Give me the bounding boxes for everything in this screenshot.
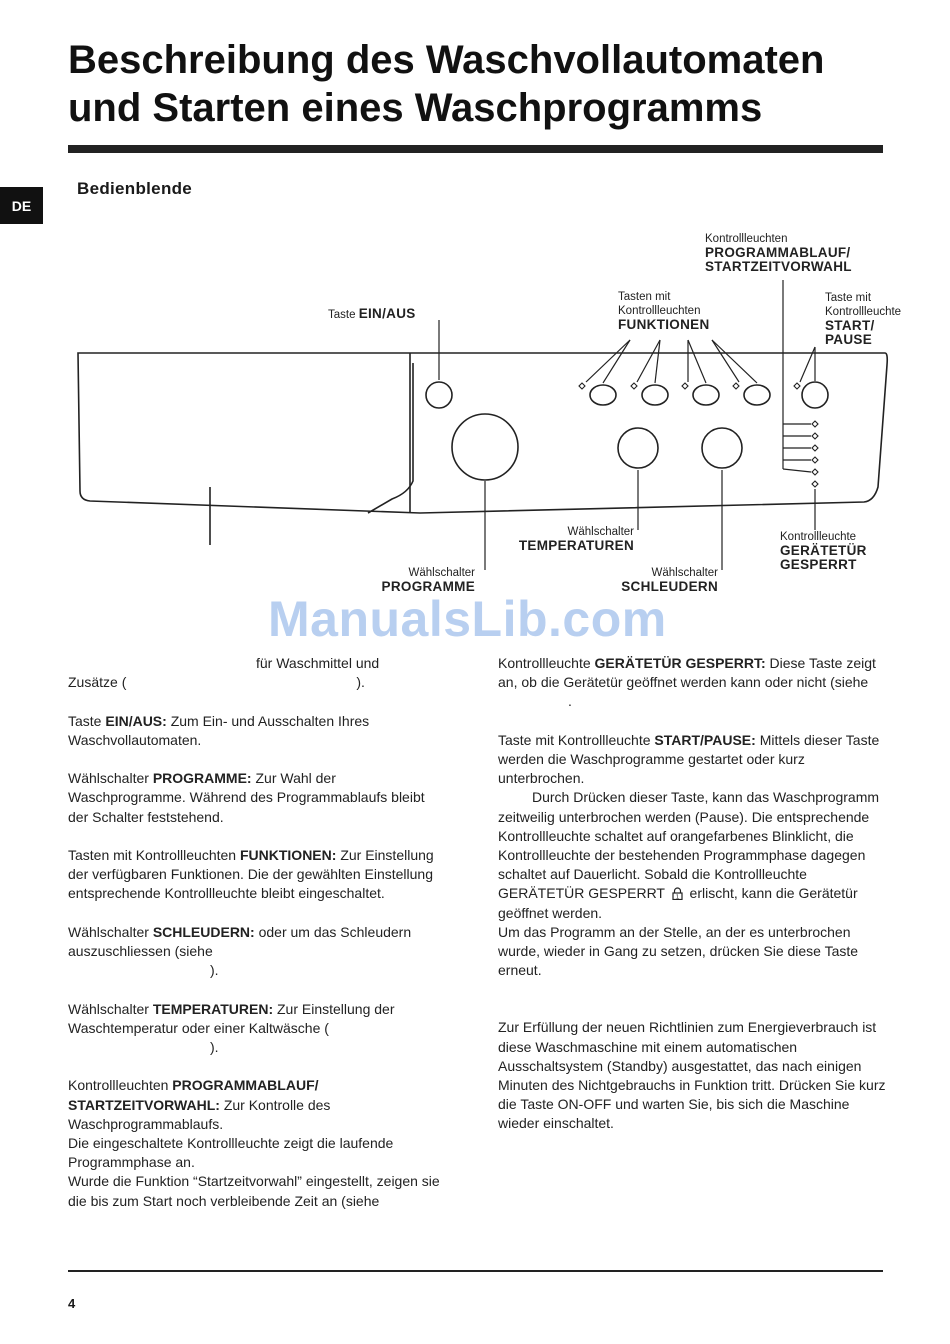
- label-programmablauf-line1: Kontrollleuchten: [705, 233, 788, 245]
- page-title-line2: und Starten eines Waschprogramms: [68, 86, 763, 130]
- right-column: [498, 654, 886, 1153]
- label-programmablauf: [705, 232, 852, 274]
- panel-outline: [78, 353, 887, 513]
- paragraph-funktionen: Tasten mit Kontrollleuchten FUNKTIONEN: Zur Einstellung der verfügbaren Funktionen. Die der gewählten Einstellung entsprechende Kontrollleuchte bleibt eingeschaltet.: [68, 846, 434, 902]
- label-temperaturen-name: TEMPERATUREN: [518, 538, 634, 553]
- funktion-button-1-shape: [590, 385, 616, 405]
- ein-aus-button-shape: [426, 382, 452, 408]
- programmablauf-bracket: [783, 280, 811, 472]
- programme-dial-shape: [452, 414, 518, 480]
- label-programme-line1: Wählschalter: [408, 567, 475, 579]
- page-number: 4: [68, 1296, 76, 1311]
- funktion-led-4: [733, 383, 739, 389]
- label-ein-aus-prefix: Taste: [328, 309, 356, 321]
- page-title: [68, 36, 888, 132]
- label-start-pause-name1: START/: [825, 318, 875, 333]
- start-pause-button-shape: [802, 382, 828, 408]
- programmablauf-leds: [812, 421, 818, 487]
- label-temperaturen: [498, 525, 634, 553]
- label-start-pause: [825, 291, 901, 347]
- label-funktionen-name: FUNKTIONEN: [618, 317, 710, 332]
- paragraph-programmablauf: Kontrollleuchten PROGRAMMABLAUF/ STARTZEITVORWAHL: Zur Kontrolle des Waschprogrammablaufs. Die eingeschaltete Kontrollleuchte zeigt die laufende Programmphase an. Wurde die Funktion “Startzeitvorwahl” eingestellt, zeigen sie die bis zum Start noch verbleibende Zeit an (siehe: [68, 1077, 440, 1209]
- section-heading: Bedienblende: [77, 179, 193, 198]
- label-geraetetuer-name1: GERÄTETÜR: [780, 543, 867, 558]
- paragraph-schleudern: Wählschalter SCHLEUDERN: oder um das Schleudern auszuschliessen (siehe ).: [68, 923, 412, 979]
- label-funktionen: [618, 290, 710, 332]
- label-start-pause-name2: PAUSE: [825, 332, 873, 347]
- paragraph-ein-aus: Taste EIN/AUS: Zum Ein- und Ausschalten Ihres Waschvollautomaten.: [68, 712, 370, 748]
- title-rule: [68, 145, 883, 153]
- label-schleudern-name: SCHLEUDERN: [621, 579, 718, 594]
- footer-rule: [68, 1270, 883, 1272]
- lock-icon: [672, 887, 683, 900]
- paragraph-geraetetuer: Kontrollleuchte GERÄTETÜR GESPERRT: Diese Taste zeigt an, ob die Gerätetür geöffnet werden kann oder nicht (siehe.: [498, 655, 876, 710]
- label-schleudern-line1: Wählschalter: [651, 567, 718, 579]
- label-geraetetuer: [780, 530, 867, 572]
- label-geraetetuer-name2: GESPERRT: [780, 557, 857, 572]
- page-title-line1: Beschreibung des Waschvollautomaten: [68, 38, 825, 82]
- label-programmablauf-name2: STARTZEITVORWAHL: [705, 259, 852, 274]
- funktion-button-4-shape: [744, 385, 770, 405]
- funktion-button-3-shape: [693, 385, 719, 405]
- funktionen-pointers: [586, 340, 757, 383]
- language-tab: DE: [0, 187, 43, 224]
- paragraph-start-pause: Taste mit Kontrollleuchte START/PAUSE: Mittels dieser Taste werden die Waschprogramme gestartet oder kurz unterbrochen. Durch Drücken dieser Taste, kann das Waschprogramm zeitweilig unterbrochen werden (Pause). Die entsprechende Kontrollleuchte schaltet auf orangefarbenes Blinklicht, die Kontrollleuchte der bestehenden Programmphase dagegen schaltet auf Dauerlicht. Sobald die Kontrollleuchte GERÄTETÜR GESPERRT 1 erlischt, kann die Gerätetür geöffnet werden. Um das Programm an der Stelle, an der es unterbrochen wurde, wieder in Gang zu setzen, drücken Sie diese Taste erneut.: [498, 731, 880, 979]
- label-funktionen-line2: Kontrollleuchten: [618, 305, 701, 317]
- label-funktionen-line1: Tasten mit: [618, 291, 671, 303]
- label-start-pause-line2: Kontrollleuchte: [825, 306, 902, 318]
- funktion-led-1: [579, 383, 585, 389]
- temperaturen-dial-shape: [618, 428, 658, 468]
- control-panel-diagram: [0, 225, 950, 610]
- left-column: [68, 654, 440, 1230]
- funktion-button-2-shape: [642, 385, 668, 405]
- label-ein-aus-name: EIN/AUS: [358, 306, 416, 321]
- paragraph-programme: Wählschalter PROGRAMME: Zur Wahl der Waschprogramme. Während des Programmablaufs bleibt der Schalter feststehend.: [68, 770, 425, 825]
- label-temperaturen-line1: Wählschalter: [567, 526, 634, 538]
- label-ein-aus: [328, 307, 416, 322]
- drawer-front-line: [368, 363, 413, 513]
- paragraph-temperaturen: Wählschalter TEMPERATUREN: Zur Einstellung der Waschtemperatur oder einer Kaltwäsche ( ).: [68, 1000, 395, 1055]
- label-programmablauf-name1: PROGRAMMABLAUF/: [705, 245, 851, 260]
- label-start-pause-line1: Taste mit: [825, 292, 872, 304]
- schleudern-dial-shape: [702, 428, 742, 468]
- watermark: ManualsLib.com: [268, 591, 667, 647]
- paragraph-standby: Zur Erfüllung der neuen Richtlinien zum Energieverbrauch ist diese Waschmaschine mit einem automatischen Ausschaltsystem (Standby) ausgestattet, das nach einigen Minuten des Nichtgebrauchs in Funktion tritt. Drücken Sie kurz die Taste ON-OFF und warten Sie, bis sich die Maschine wieder einschaltet.: [498, 1019, 886, 1132]
- label-geraetetuer-line1: Kontrollleuchte: [780, 531, 857, 543]
- geraetetuer-led: [812, 481, 818, 487]
- funktion-led-3: [682, 383, 688, 389]
- svg-text:1: 1: [675, 895, 679, 901]
- label-programme-name: PROGRAMME: [381, 579, 475, 594]
- paragraph-zusaetze: für Waschmittel und Zusätze ( ).: [68, 655, 380, 691]
- start-pause-led: [794, 383, 800, 389]
- funktion-led-2: [631, 383, 637, 389]
